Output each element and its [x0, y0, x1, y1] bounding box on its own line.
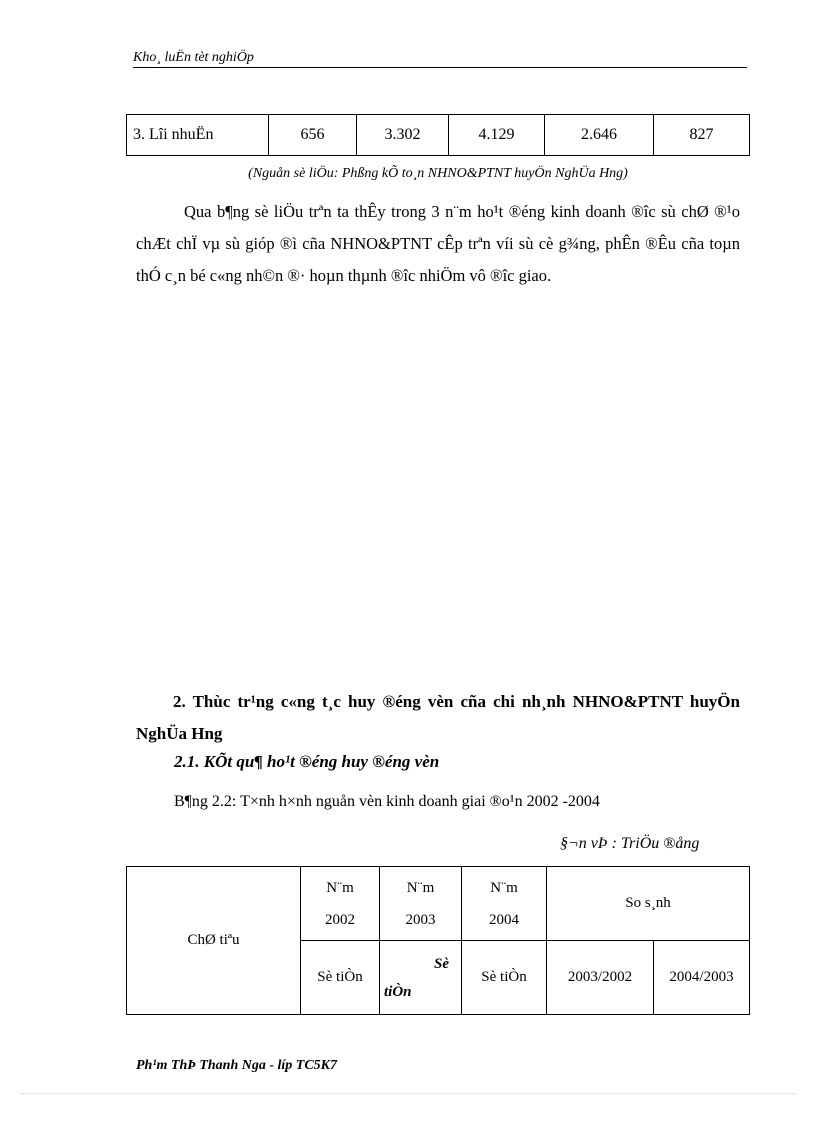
table-row: [127, 115, 750, 156]
body-paragraph: [136, 196, 740, 292]
year-header: [462, 867, 547, 941]
table-cell: 2.646: [545, 115, 654, 156]
year-header: [301, 867, 380, 941]
ratio-header: 2004/2003: [654, 941, 750, 1015]
profit-table: [126, 114, 750, 156]
year-word: N¨m: [406, 879, 435, 896]
ratio-header: 2003/2002: [547, 941, 654, 1015]
page-header: Kho¸ luËn tèt nghiÖp: [133, 50, 254, 65]
table-cell: 3. Lîi nhuËn: [127, 115, 269, 156]
header-rule: [133, 67, 747, 68]
table-cell: 3.302: [357, 115, 449, 156]
capital-table: [126, 866, 750, 1015]
table-cell: 656: [269, 115, 357, 156]
year-word: N¨m: [326, 879, 354, 896]
year-word: N¨m: [490, 879, 518, 896]
page-footer: Ph¹m ThÞ Thanh Nga - líp TC5K7: [136, 1058, 338, 1073]
table-caption: B¶ng 2.2: T×nh h×nh nguån vèn kinh doanh giai ®o¹n 2002 -2004: [174, 793, 600, 810]
table-cell: 4.129: [449, 115, 545, 156]
paragraph-text: Qua b¶ng sè liÖu trªn ta thÊy trong 3 n¨m ho¹t ®éng kinh doanh ®îc sù chØ ®¹o chÆt chÏ vµ sù gióp ®ì cña NHNO&PTNT cÊp trªn víi sù cè g¾ng, phÊn ®Êu cña toµn thÓ c¸n bé c«ng nh©n ®· hoµn thµnh ®îc nhiÖm vô ®îc giao.: [136, 202, 740, 285]
table-header-row: [127, 867, 750, 941]
year-value: 2003: [405, 911, 436, 928]
year-value: 2004: [489, 911, 519, 928]
compare-header: So s¸nh: [547, 867, 750, 941]
table-cell: 827: [654, 115, 750, 156]
amount-word-1: Sè: [434, 955, 449, 972]
page-edge-dots: [20, 1093, 796, 1094]
criteria-header: ChØ tiªu: [127, 867, 301, 1015]
year-value: 2002: [325, 911, 355, 928]
source-note: (Nguån sè liÖu: Phßng kÕ to¸n NHNO&PTNT huyÖn NghÜa Hng): [248, 166, 628, 181]
amount-header-bold: [380, 941, 462, 1015]
section-heading: 2. Thùc tr¹ng c«ng t¸c huy ®éng vèn cña chi nh¸nh NHNO&PTNT huyÖn NghÜa Hng: [136, 692, 740, 743]
subsection-heading: 2.1. KÕt qu¶ ho¹t ®éng huy ®éng vèn: [174, 752, 440, 771]
unit-note: §¬n vÞ : TriÖu ®ång: [560, 835, 700, 852]
amount-word-2: tiÒn: [384, 983, 412, 1000]
amount-header: Sè tiÒn: [301, 941, 380, 1015]
amount-header: Sè tiÒn: [462, 941, 547, 1015]
year-header: [380, 867, 462, 941]
